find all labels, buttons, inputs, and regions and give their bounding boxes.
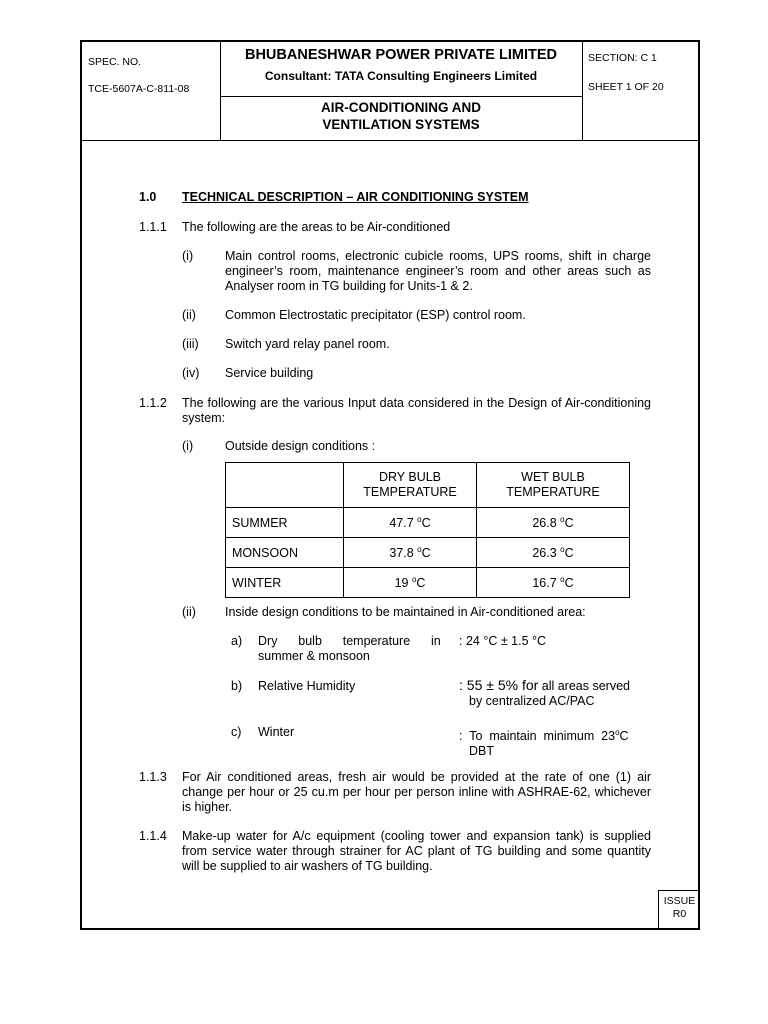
company-name: BHUBANESHWAR POWER PRIVATE LIMITED: [244, 47, 558, 63]
item-b-value-main: : 55 ± 5% for: [459, 677, 539, 693]
issue-label: ISSUE: [663, 895, 696, 907]
item-a-label-line2: summer & monsoon: [258, 649, 370, 663]
item-iv-number: (iv): [182, 366, 200, 380]
wet-value: 16.7: [532, 576, 557, 591]
dry-value: 47.7: [389, 516, 414, 531]
dry-bulb-header: [344, 463, 477, 508]
unit: C: [564, 516, 574, 531]
item-iv-text: Service building: [225, 366, 314, 380]
section-number: 1.0: [139, 190, 157, 204]
sub-i-text: Outside design conditions :: [225, 439, 376, 453]
dry-value: 19: [394, 576, 409, 591]
wet-value: 26.3: [532, 546, 557, 561]
issue-revision: R0: [672, 908, 687, 920]
clause-1-1-1-number: 1.1.1: [139, 220, 167, 234]
wet-bulb-cell: [477, 508, 630, 538]
item-a-value: : 24 °C ± 1.5 °C: [459, 634, 547, 648]
item-b-value-line2: by centralized AC/PAC: [469, 694, 595, 708]
title-cell: [220, 42, 583, 140]
item-b-value-line1: all areas served: [538, 679, 630, 693]
sub-ii-number: (ii): [182, 605, 196, 619]
degree-mark: o: [615, 728, 620, 737]
table-row: [226, 538, 630, 568]
wet-bulb-header-line2: TEMPERATURE: [506, 485, 600, 499]
item-b-number: b): [231, 679, 243, 693]
item-c-label: Winter: [258, 725, 295, 739]
unit: C: [619, 729, 629, 744]
section-cell: [582, 42, 700, 140]
spec-label: SPEC. NO.: [88, 56, 142, 68]
clause-1-1-2-number: 1.1.2: [139, 396, 167, 410]
degree-mark: o: [417, 514, 422, 524]
issue-box: [658, 890, 700, 930]
consultant: Consultant: TATA Consulting Engineers Limited: [264, 69, 538, 83]
clause-1-1-4-text: Make-up water for A/c equipment (cooling tower and expansion tank) is supplied from service water through strainer for AC plant of TG building and some quantity will be supplied to air washers of TG building.: [182, 829, 651, 873]
item-ii-number: (ii): [182, 308, 196, 322]
spec-number: TCE-5607A-C-811-08: [88, 83, 190, 95]
dry-value: 37.8: [389, 546, 414, 561]
wet-bulb-cell: [477, 538, 630, 568]
spec-cell: [82, 42, 221, 140]
dry-bulb-cell: [344, 568, 477, 598]
section-title: TECHNICAL DESCRIPTION – AIR CONDITIONING SYSTEM: [182, 190, 529, 204]
table-row: [226, 568, 630, 598]
wet-bulb-cell: [477, 568, 630, 598]
title-divider: [220, 96, 582, 97]
season-cell: WINTER: [226, 568, 344, 598]
item-iii-text: Switch yard relay panel room.: [225, 337, 390, 351]
clause-1-1-1-text: The following are the areas to be Air-conditioned: [182, 220, 451, 234]
table-header-row: [226, 463, 630, 508]
clause-1-1-2-text: The following are the various Input data considered in the Design of Air-conditioning system:: [182, 396, 651, 425]
degree-mark: o: [560, 514, 565, 524]
wet-value: 26.8: [532, 516, 557, 531]
table-row: [226, 508, 630, 538]
degree-mark: o: [411, 574, 417, 584]
dry-bulb-header-line1: DRY BULB: [378, 470, 442, 484]
clause-1-1-3-number: 1.1.3: [139, 770, 167, 784]
sheet-label: SHEET 1 OF 20: [588, 81, 664, 93]
header-divider: [82, 140, 698, 141]
item-b-value: [459, 678, 630, 709]
dry-bulb-cell: [344, 508, 477, 538]
section-label: SECTION: C 1: [588, 52, 657, 64]
wet-bulb-header: [477, 463, 630, 508]
unit: C: [564, 546, 574, 561]
document-title-line1: AIR-CONDITIONING AND: [321, 100, 481, 115]
season-cell: SUMMER: [226, 508, 344, 538]
item-c-value: [459, 725, 629, 759]
unit: C: [416, 576, 426, 591]
item-b-label: Relative Humidity: [258, 679, 356, 693]
item-a-number: a): [231, 634, 243, 648]
document-title-line2: VENTILATION SYSTEMS: [322, 117, 480, 132]
unit: C: [421, 516, 431, 531]
outside-design-table: [225, 462, 630, 598]
season-cell: MONSOON: [226, 538, 344, 568]
wet-bulb-header-line1: WET BULB: [521, 470, 585, 484]
item-a-label: [258, 634, 441, 664]
unit: C: [564, 576, 574, 591]
clause-1-1-3-text: For Air conditioned areas, fresh air would be provided at the rate of one (1) air change per hour or 25 cu.m per hour per person inline with ASHRAE-62, whichever is higher.: [182, 770, 651, 814]
document-title: [220, 99, 582, 133]
item-i-text: Main control rooms, electronic cubicle rooms, UPS rooms, shift in charge engineer’s room, maintenance engineer’s room and other areas such as Analyser room in TG building for Units-1 & 2.: [225, 249, 651, 293]
degree-mark: o: [560, 574, 565, 584]
item-a-label-line1: Dry bulb temperature in: [258, 634, 441, 648]
unit: C: [421, 546, 431, 561]
degree-mark: o: [560, 544, 565, 554]
dry-bulb-cell: [344, 538, 477, 568]
item-c-number: c): [231, 725, 242, 739]
item-c-value-line1: : To maintain minimum 23: [459, 729, 616, 744]
sub-i-number: (i): [182, 439, 194, 453]
item-ii-text: Common Electrostatic precipitator (ESP) control room.: [225, 308, 526, 322]
item-i-number: (i): [182, 249, 194, 263]
sub-ii-text: Inside design conditions to be maintained in Air-conditioned area:: [225, 605, 586, 619]
degree-mark: o: [417, 544, 422, 554]
item-iii-number: (iii): [182, 337, 199, 351]
table-corner-cell: [226, 463, 344, 508]
clause-1-1-4-number: 1.1.4: [139, 829, 167, 843]
dry-bulb-header-line2: TEMPERATURE: [363, 485, 457, 499]
page-frame: [80, 40, 700, 930]
item-c-value-line2: DBT: [469, 744, 494, 759]
